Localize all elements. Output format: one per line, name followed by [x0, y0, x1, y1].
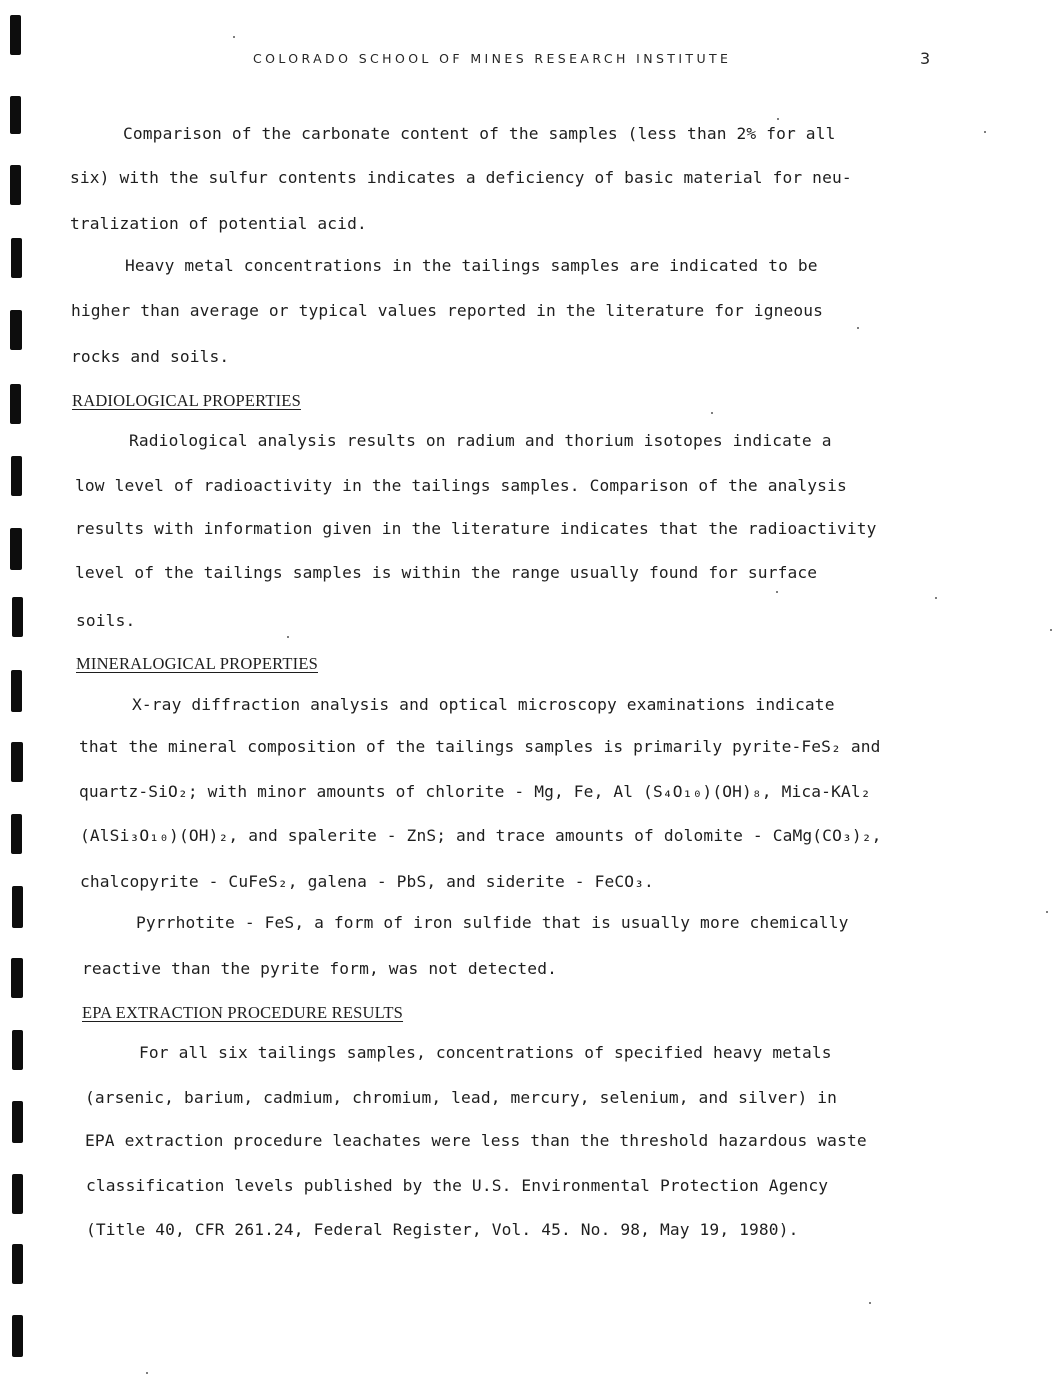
section-heading-epa: EPA EXTRACTION PROCEDURE RESULTS [82, 1003, 404, 1022]
binding-mark [11, 456, 22, 496]
section-heading-mineralogical: MINERALOGICAL PROPERTIES [76, 654, 318, 673]
scan-speck [935, 597, 937, 599]
scan-speck [233, 36, 235, 38]
text-line: low level of radioactivity in the tailings samples. Comparison of the analysis [75, 476, 847, 495]
text-line: (arsenic, barium, cadmium, chromium, lead, mercury, selenium, and silver) in [85, 1088, 838, 1107]
scan-speck [1050, 629, 1052, 631]
binding-mark [12, 1244, 23, 1284]
text-line: Comparison of the carbonate content of the samples (less than 2% for all [123, 124, 836, 143]
scan-speck [857, 327, 859, 329]
scan-speck [984, 131, 986, 133]
text-line: rocks and soils. [71, 347, 230, 366]
scan-speck [146, 1372, 148, 1374]
binding-mark [12, 597, 23, 637]
text-line: Pyrrhotite - FeS, a form of iron sulfide that is usually more chemically [136, 913, 849, 932]
text-line: soils. [76, 611, 136, 630]
binding-mark [10, 165, 21, 205]
scan-speck [287, 636, 289, 638]
institute-header: COLORADO SCHOOL OF MINES RESEARCH INSTITUTE [253, 51, 732, 66]
section-heading-radiological: RADIOLOGICAL PROPERTIES [72, 391, 301, 410]
binding-mark [10, 310, 22, 350]
binding-mark [11, 238, 22, 278]
binding-mark [11, 670, 22, 712]
scan-speck [869, 1302, 871, 1304]
text-line: classification levels published by the U.S. Environmental Protection Agency [86, 1176, 829, 1195]
scan-speck [1046, 911, 1048, 913]
text-line: higher than average or typical values reported in the literature for igneous [71, 301, 824, 320]
binding-mark [10, 96, 21, 134]
binding-mark [11, 958, 23, 998]
text-line: that the mineral composition of the tailings samples is primarily pyrite-FeS₂ and [79, 737, 881, 756]
text-line: quartz-SiO₂; with minor amounts of chlorite - Mg, Fe, Al (S₄O₁₀)(OH)₈, Mica-KAl₂ [79, 782, 871, 801]
page-number: 3 [920, 49, 931, 68]
text-line: results with information given in the literature indicates that the radioactivity [75, 519, 877, 538]
binding-mark [12, 1030, 23, 1070]
binding-mark [12, 1315, 23, 1357]
binding-mark [10, 384, 21, 424]
binding-mark [12, 886, 23, 928]
binding-mark [11, 742, 23, 782]
text-line: For all six tailings samples, concentrations of specified heavy metals [139, 1043, 832, 1062]
text-line: level of the tailings samples is within the range usually found for surface [75, 563, 818, 582]
text-line: six) with the sulfur contents indicates a deficiency of basic material for neu- [70, 168, 852, 187]
text-line: Radiological analysis results on radium and thorium isotopes indicate a [129, 431, 832, 450]
text-line: reactive than the pyrite form, was not detected. [82, 959, 557, 978]
text-line: tralization of potential acid. [70, 214, 367, 233]
scan-speck [711, 412, 713, 414]
binding-mark [10, 528, 22, 570]
text-line: EPA extraction procedure leachates were less than the threshold hazardous waste [85, 1131, 867, 1150]
binding-mark [11, 814, 22, 854]
text-line: Heavy metal concentrations in the tailings samples are indicated to be [125, 256, 818, 275]
scan-speck [777, 118, 779, 120]
binding-mark [12, 1174, 23, 1214]
binding-mark [12, 1101, 23, 1143]
binding-mark [10, 15, 21, 55]
text-line: chalcopyrite - CuFeS₂, galena - PbS, and siderite - FeCO₃. [80, 872, 654, 891]
text-line: (AlSi₃O₁₀)(OH)₂, and spalerite - ZnS; and trace amounts of dolomite - CaMg(CO₃)₂, [80, 826, 882, 845]
text-line: X-ray diffraction analysis and optical microscopy examinations indicate [132, 695, 835, 714]
scan-speck [776, 591, 778, 593]
text-line: (Title 40, CFR 261.24, Federal Register, Vol. 45. No. 98, May 19, 1980). [86, 1220, 799, 1239]
